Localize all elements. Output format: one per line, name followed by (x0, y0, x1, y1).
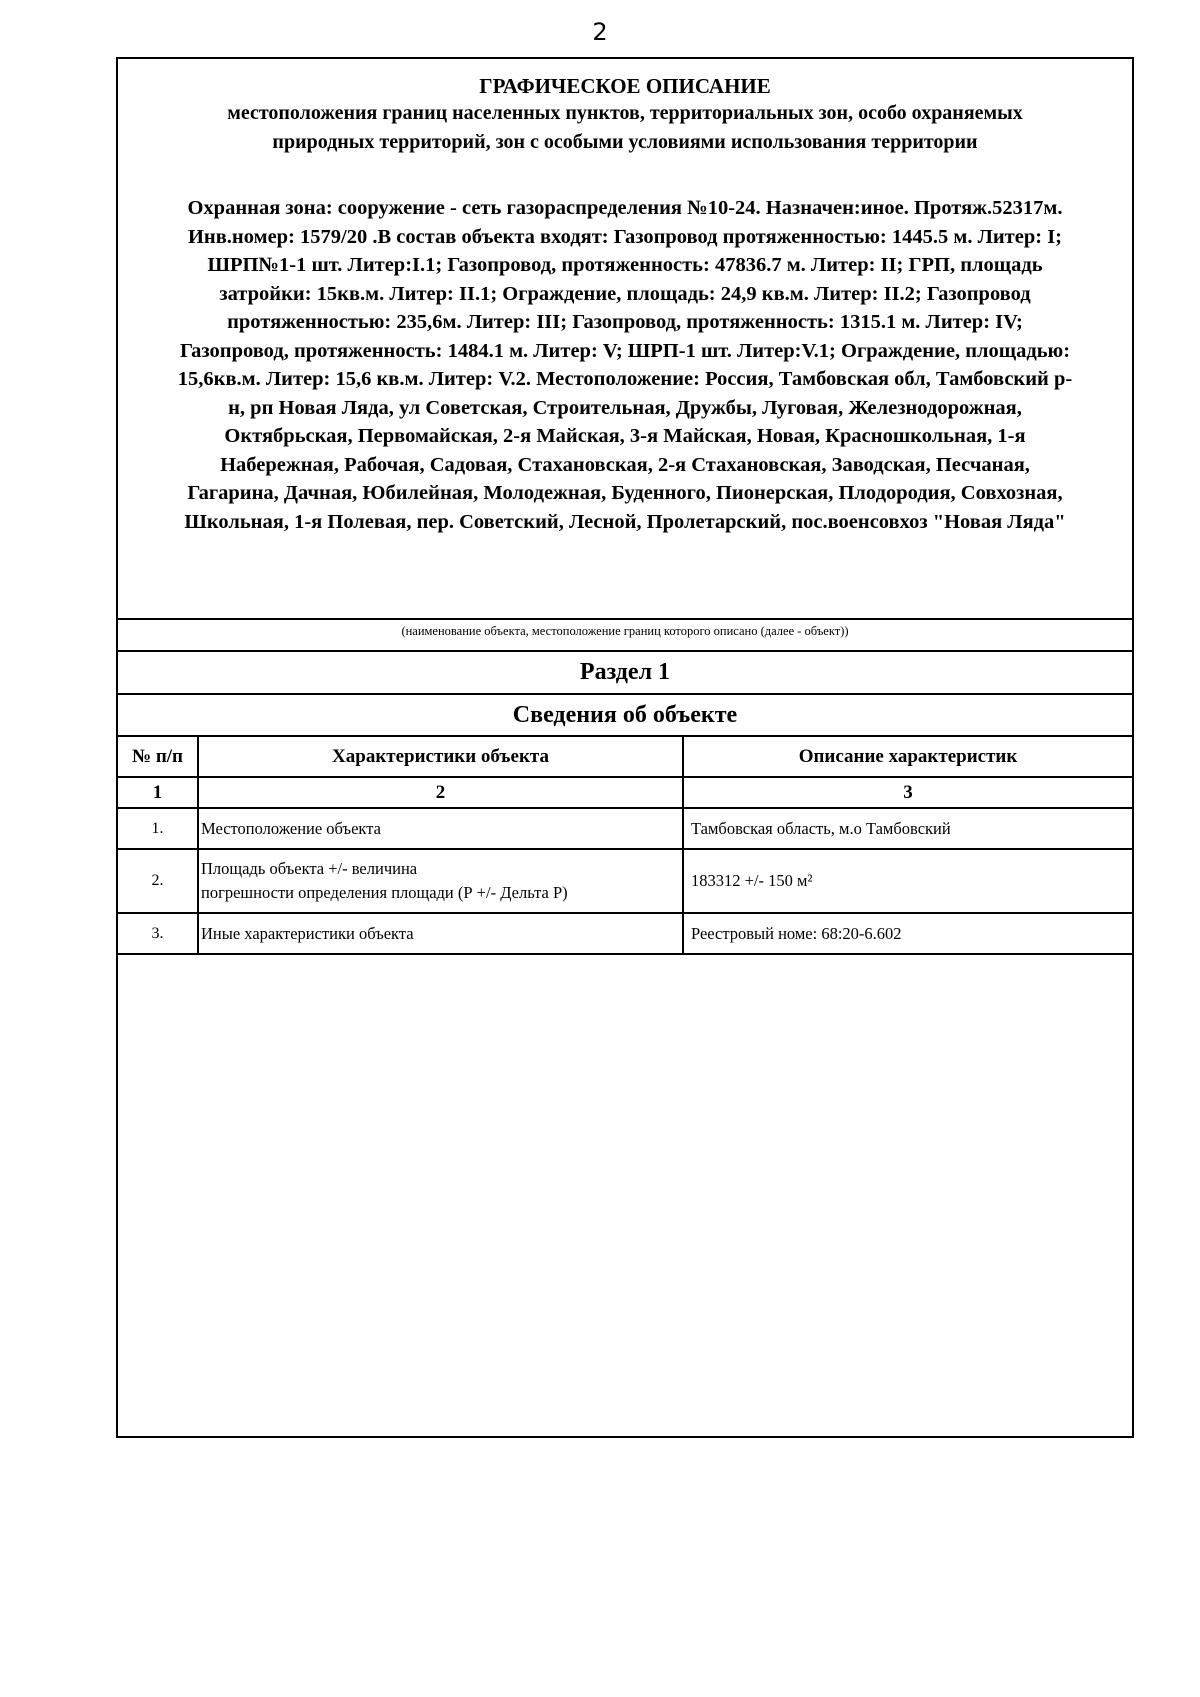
column-number-row (118, 777, 1132, 808)
description-line: Охранная зона: сооружение - сеть газораспределения №10-24. Назначен:иное. Протяж.52317м. (187, 197, 1063, 219)
frame-bottom-border (116, 1436, 1134, 1438)
row-description: Тамбовская область, м.о Тамбовский (683, 808, 1132, 849)
row-characteristic-line: погрешности определения площади (Р +/- Дельта Р) (201, 883, 568, 902)
row-number: 1. (118, 808, 198, 849)
description-line: Гагарина, Дачная, Юбилейная, Молодежная, Буденного, Пионерская, Плодородия, Совхозная, (187, 482, 1063, 504)
row-characteristic: Местоположение объекта (198, 808, 683, 849)
document-subtitle-line2: природных территорий, зон с особыми условиями использования территории (272, 131, 978, 153)
table-row (118, 849, 1132, 913)
row-description: 183312 +/- 150 м² (683, 849, 1132, 913)
description-line: затройки: 15кв.м. Литер: II.1; Ограждение, площадь: 24,9 кв.м. Литер: II.2; Газопровод (219, 282, 1031, 305)
description-line: н, рп Новая Ляда, ул Советская, Строительная, Дружбы, Луговая, Железнодорожная, (228, 396, 1022, 419)
row-characteristic: Иные характеристики объекта (198, 913, 683, 954)
divider (118, 618, 1132, 620)
object-caption: (наименование объекта, местоположение границ которого описано (далее - объект)) (401, 624, 849, 638)
description-line: Набережная, Рабочая, Садовая, Стахановская, 2-я Стахановская, Заводская, Песчаная, (220, 453, 1030, 476)
table-header-row (118, 737, 1132, 777)
row-characteristic-line: Площадь объекта +/- величина (201, 859, 418, 878)
description-line: ШРП№1-1 шт. Литер:I.1; Газопровод, протяженность: 47836.7 м. Литер: II; ГРП, площадь (207, 254, 1043, 276)
row-characteristic (198, 849, 683, 913)
object-description (118, 194, 1132, 536)
section-title: Раздел 1 (579, 659, 671, 685)
col-header-characteristic: Характеристики объекта (198, 737, 683, 777)
document-frame (116, 57, 1134, 1437)
description-line: Газопровод, протяженность: 1484.1 м. Литер: V; ШРП-1 шт. Литер:V.1; Ограждение, площадью: (179, 339, 1071, 362)
column-number: 3 (683, 777, 1132, 808)
description-line: Школьная, 1-я Полевая, пер. Советский, Лесной, Пролетарский, пос.военсовхоз "Новая Ляда" (184, 510, 1066, 533)
page-number: 2 (592, 18, 608, 46)
column-number: 2 (198, 777, 683, 808)
column-number: 1 (118, 777, 198, 808)
col-header-number: № п/п (118, 737, 198, 777)
row-description: Реестровый номе: 68:20-6.602 (683, 913, 1132, 954)
description-line: Октябрьская, Первомайская, 2-я Майская, 3-я Майская, Новая, Красношкольная, 1-я (224, 425, 1026, 447)
col-header-description: Описание характеристик (683, 737, 1132, 777)
document-header (118, 73, 1132, 157)
object-info-table (118, 737, 1132, 955)
document-subtitle-line1: местоположения границ населенных пунктов, территориальных зон, особо охраняемых (227, 102, 1023, 124)
description-line: Инв.номер: 1579/20 .В состав объекта входят: Газопровод протяженностью: 1445.5 м. Литер: I; (187, 225, 1063, 248)
table-row (118, 808, 1132, 849)
table-row (118, 913, 1132, 954)
description-line: 15,6кв.м. Литер: 15,6 кв.м. Литер: V.2. Местоположение: Россия, Тамбовская обл, Тамбовский р- (177, 368, 1073, 390)
section-subtitle: Сведения об объекте (512, 702, 738, 728)
row-number: 2. (118, 849, 198, 913)
document-title: ГРАФИЧЕСКОЕ ОПИСАНИЕ (479, 74, 771, 98)
description-line: протяженностью: 235,6м. Литер: III; Газопровод, протяженность: 1315.1 м. Литер: IV; (227, 311, 1023, 333)
row-number: 3. (118, 913, 198, 954)
